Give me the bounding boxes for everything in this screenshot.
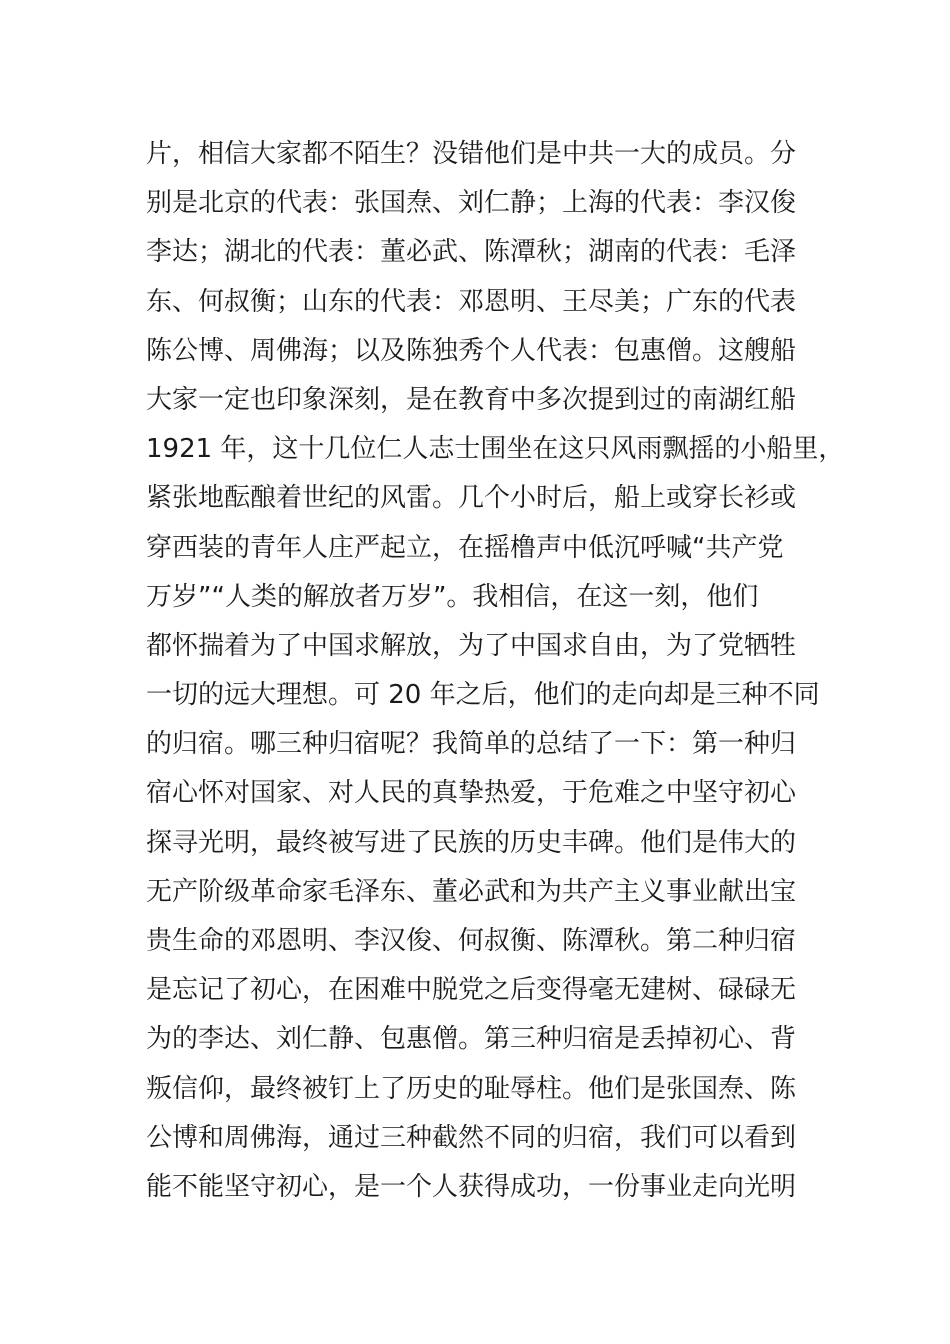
text-line: 贵生命的邓恩明、李汉俊、何叔衡、陈潭秋。第二种归宿 <box>146 926 797 956</box>
text-line: 为的李达、刘仁静、包惠僧。第三种归宿是丢掉初心、背 <box>146 1024 797 1055</box>
text-line: 一切的远大理想。可 20 年之后，他们的走向却是三种不同 <box>146 680 820 711</box>
text-line: 大家一定也印象深刻，是在教育中多次提到过的南湖红船 <box>146 384 797 415</box>
text-line: 紧张地酝酿着世纪的风雷。几个小时后，船上或穿长衫或 <box>146 483 797 514</box>
text-line: 1921 年，这十几位仁人志士围坐在这只风雨飘摇的小船里， <box>146 434 845 465</box>
body-paragraph <box>146 130 845 1212</box>
text-line: 都怀揣着为了中国求解放，为了中国求自由，为了党牺牲 <box>146 630 797 661</box>
text-line: 无产阶级革命家毛泽东、董必武和为共产主义事业献出宝 <box>146 876 797 907</box>
text-line: 宿心怀对国家、对人民的真挚热爱，于危难之中坚守初心 <box>146 778 797 809</box>
text-line: 陈公博、周佛海；以及陈独秀个人代表：包惠僧。这艘船 <box>146 335 797 366</box>
text-line: 东、何叔衡；山东的代表：邓恩明、王尽美；广东的代表 <box>146 286 797 317</box>
text-line: 李达；湖北的代表：董必武、陈潭秋；湖南的代表：毛泽 <box>146 237 797 268</box>
text-line: 公博和周佛海，通过三种截然不同的归宿，我们可以看到 <box>146 1122 797 1153</box>
text-line: 叛信仰，最终被钉上了历史的耻辱柱。他们是张国焘、陈 <box>146 1073 797 1104</box>
text-line: 万岁”“人类的解放者万岁”。我相信，在这一刻，他们 <box>146 581 759 612</box>
text-line: 是忘记了初心，在困难中脱党之后变得毫无建树、碌碌无 <box>146 975 797 1006</box>
text-line: 穿西装的青年人庄严起立，在摇橹声中低沉呼喊“共产党 <box>146 532 784 563</box>
text-line: 的归宿。哪三种归宿呢？我简单的总结了一下：第一种归 <box>146 729 797 760</box>
text-line: 探寻光明，最终被写进了民族的历史丰碑。他们是伟大的 <box>146 827 797 858</box>
text-line: 能不能坚守初心，是一个人获得成功，一份事业走向光明 <box>146 1171 797 1202</box>
text-line: 别是北京的代表：张国焘、刘仁静；上海的代表：李汉俊 <box>146 188 797 219</box>
text-line: 片，相信大家都不陌生？没错他们是中共一大的成员。分 <box>146 139 797 169</box>
